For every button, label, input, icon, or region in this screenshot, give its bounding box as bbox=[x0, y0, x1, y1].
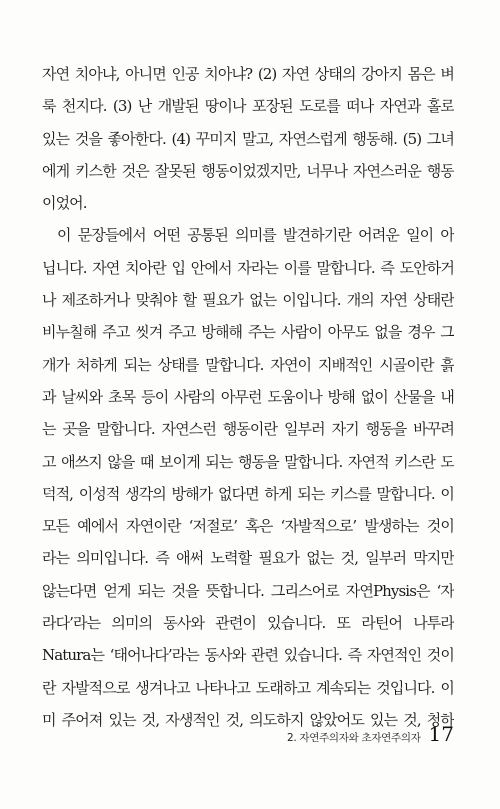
text-line: 모든 예에서 자연이란 ‘저절로’ 혹은 ‘자발적으로’ 발생하는 것이 bbox=[42, 517, 454, 536]
text-line: 비누칠해 주고 씻겨 주고 방해해 주는 사람이 아무도 없을 경우 그 bbox=[42, 323, 454, 342]
text-line: 미 주어져 있는 것, 자생적인 것, 의도하지 않았어도 있는 것, 청하 bbox=[42, 710, 454, 729]
body-text bbox=[42, 58, 454, 736]
text-line: 에게 키스한 것은 잘못된 행동이었겠지만, 너무나 자연스러운 행동 bbox=[42, 161, 454, 180]
text-line: 자연 치아냐, 아니면 인공 치아냐? (2) 자연 상태의 강아지 몸은 벼 bbox=[42, 65, 454, 83]
text-line: 이었어. bbox=[42, 194, 87, 213]
page-footer bbox=[42, 722, 454, 752]
page-number: 17 bbox=[428, 722, 454, 746]
text-line: 룩 천지다. (3) 난 개발된 땅이나 포장된 도로를 떠나 자연과 홀로 bbox=[42, 97, 454, 116]
text-line: 닙니다. 자연 치아란 입 안에서 자라는 이를 말합니다. 즉 도안하거 bbox=[42, 258, 454, 277]
text-line: 라다’라는 의미의 동사와 관련이 있습니다. 또 라틴어 나투라 bbox=[42, 614, 454, 633]
text-line: 라는 의미입니다. 즉 애써 노력할 필요가 없는 것, 일부러 막지만 bbox=[42, 549, 454, 568]
running-head: 2. 자연주의자와 초자연주의자 bbox=[286, 732, 421, 744]
text-line: 이 문장들에서 어떤 공통된 의미를 발견하기란 어려운 일이 아 bbox=[57, 226, 454, 245]
text-line: 않는다면 얻게 되는 것을 뜻합니다. 그리스어로 자연Physis은 ‘자 bbox=[42, 581, 454, 600]
text-line: 과 날씨와 초목 등이 사람의 아무런 도움이나 방해 없이 산물을 내 bbox=[42, 387, 454, 406]
text-line: 고 애쓰지 않을 때 보이게 되는 행동을 말합니다. 자연적 키스란 도 bbox=[42, 452, 454, 471]
text-line: 개가 처하게 되는 상태를 말합니다. 자연이 지배적인 시골이란 흙 bbox=[42, 355, 454, 374]
text-line: 란 자발적으로 생겨나고 나타나고 도래하고 계속되는 것입니다. 이 bbox=[42, 678, 454, 697]
text-line: 덕적, 이성적 생각의 방해가 없다면 하게 되는 키스를 말합니다. 이 bbox=[42, 484, 454, 503]
text-line: Natura는 ‘태어나다’라는 동사와 관련 있습니다. 즉 자연적인 것이 bbox=[42, 646, 454, 665]
text-line: 는 곳을 말합니다. 자연스런 행동이란 일부러 자기 행동을 바꾸려 bbox=[42, 420, 454, 439]
text-line: 있는 것을 좋아한다. (4) 꾸미지 말고, 자연스럽게 행동해. (5) 그녀 bbox=[42, 129, 454, 148]
text-line: 나 제조하거나 맞춰야 할 필요가 없는 이입니다. 개의 자연 상태란 bbox=[42, 291, 454, 310]
